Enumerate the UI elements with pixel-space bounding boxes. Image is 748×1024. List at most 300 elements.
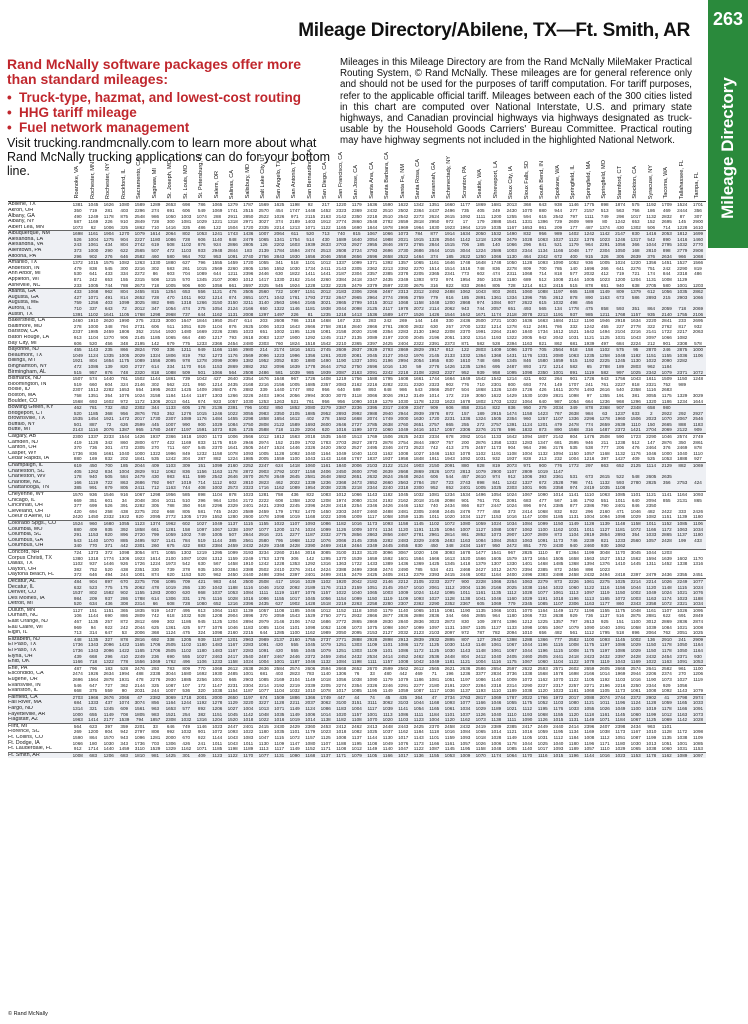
mileage-cell: 2994 <box>396 358 412 364</box>
mileage-cell: 1173 <box>491 445 502 451</box>
mileage-cell: 1030 <box>103 740 114 746</box>
mileage-cell: 751 <box>647 265 656 271</box>
mileage-cell: 2256 <box>196 677 207 682</box>
mileage-cell: 1094 <box>442 527 458 533</box>
mileage-cell: 2782 <box>382 219 393 225</box>
mileage-cell: 1747 <box>289 207 300 213</box>
mileage-cell: 1001 <box>677 740 688 746</box>
mileage-cell: 142 <box>148 341 164 347</box>
mileage-cell: 1038 <box>520 584 536 590</box>
mileage-cell: 615 <box>538 213 547 219</box>
mileage-cell: 307 <box>694 213 702 219</box>
mileage-cell: 1775 <box>584 202 595 208</box>
column-header-label: San Jose, CA <box>353 164 359 199</box>
mileage-cell: 1193 <box>473 688 489 694</box>
mileage-cell: 1921 <box>70 358 86 364</box>
mileage-cell: 1093 <box>551 746 567 752</box>
mileage-cell: 2989 <box>256 636 272 642</box>
mileage-cell: 1143 <box>413 734 424 740</box>
mileage-cell: 2074 <box>597 694 613 700</box>
mileage-cell: 2561 <box>241 538 257 544</box>
mileage-cell: 2371 <box>675 654 691 660</box>
column-header <box>210 147 226 202</box>
mileage-cell: 405 <box>476 207 485 213</box>
mileage-cell: 986 <box>151 213 160 219</box>
mileage-cell: 761 <box>476 497 485 503</box>
mileage-cell: 1904 <box>101 231 117 237</box>
mileage-cell: 1183 <box>690 422 706 428</box>
promo-bullet: • HHG tariff mileage <box>7 105 332 120</box>
mileage-cell: 1326 <box>427 237 443 243</box>
mileage-cell: 1025 <box>367 729 378 735</box>
mileage-cell: 2404 <box>396 341 412 347</box>
mileage-cell: 408 <box>194 485 210 491</box>
mileage-cell: 2378 <box>398 271 409 277</box>
mileage-cell: 1125 <box>212 619 223 625</box>
mileage-cell: 2928 <box>365 636 381 642</box>
mileage-cell: 2513 <box>318 248 334 254</box>
mileage-cell: 1396 <box>520 295 536 301</box>
mileage-cell: 528 <box>489 341 505 347</box>
promo-title: Rand McNally software packages offer more than standard mileages: <box>7 56 302 87</box>
column-header <box>489 147 505 202</box>
mileage-cell: 2098 <box>444 497 455 503</box>
column-header-label: Sioux Falls, SD <box>523 160 530 199</box>
mileage-cell: 1625 <box>274 202 285 208</box>
mileage-cell: 877 <box>569 503 578 509</box>
mileage-cell: 1133 <box>491 434 502 440</box>
mileage-cell: 2893 <box>334 411 350 417</box>
mileage-cell: 1024 <box>489 520 505 526</box>
mileage-cell: 964 <box>582 242 598 248</box>
mileage-cell: 2805 <box>243 265 254 271</box>
mileage-cell: 1011 <box>615 497 626 503</box>
mileage-cell: 1122 <box>582 584 598 590</box>
mileage-cell: 1136 <box>411 752 427 758</box>
mileage-cell: 274 <box>151 207 160 213</box>
mileage-cell: 968 <box>613 398 629 404</box>
mileage-cell: 1180 <box>615 740 626 746</box>
mileage-cell: 1068 <box>396 300 412 306</box>
mileage-cell: 886 <box>120 613 129 619</box>
mileage-cell: 2263 <box>349 601 365 607</box>
mileage-cell: 1556 <box>132 659 148 665</box>
mileage-cell: 1960 <box>613 416 629 422</box>
column-header <box>644 147 660 202</box>
mileage-cell: 718 <box>272 427 288 433</box>
mileage-cell: 2368 <box>334 480 350 486</box>
row-city: Bloomington, IN <box>8 381 47 387</box>
mileage-cell: 1012 <box>349 746 365 752</box>
mileage-cell: 1029 <box>210 422 226 428</box>
mileage-cell: 1063 <box>520 578 536 584</box>
mileage-cell: 1661 <box>103 450 114 456</box>
column-header <box>566 147 582 202</box>
column-header <box>334 147 350 202</box>
mileage-cell: 2196 <box>599 682 610 688</box>
mileage-cell: 1060 <box>380 427 396 433</box>
mileage-cell: 2775 <box>334 532 350 538</box>
mileage-cell: 1233 <box>613 538 629 544</box>
mileage-cell: 1149 <box>582 717 598 723</box>
mileage-cell: 1034 <box>690 601 706 607</box>
mileage-cell: 1594 <box>287 248 303 254</box>
mileage-cell: 1964 <box>287 300 303 306</box>
mileage-cell: 1040 <box>351 450 362 456</box>
mileage-cell: 1943 <box>442 456 458 462</box>
mileage-cell: 713 <box>70 630 86 636</box>
mileage-cell: 1077 <box>256 688 272 694</box>
mileage-cell: 1370 <box>336 555 347 561</box>
mileage-cell: 2283 <box>427 369 443 375</box>
mileage-cell: 376 <box>644 254 660 260</box>
mileage-cell: 1922 <box>117 514 133 520</box>
mileage-cell: 487 <box>582 225 598 231</box>
mileage-cell: 878 <box>228 492 237 497</box>
mileage-cell: 1336 <box>566 416 582 422</box>
mileage-cell: 2166 <box>584 671 595 677</box>
mileage-cell: 713 <box>318 231 334 237</box>
mileage-cell: 633 <box>628 411 644 417</box>
mileage-cell: 316 <box>427 283 443 289</box>
mileage-cell: 2146 <box>134 381 145 387</box>
mileage-cell: 420 <box>272 642 288 648</box>
mileage-cell: 1812 <box>675 231 691 237</box>
mileage-cell: 2752 <box>334 364 350 370</box>
mileage-cell: 1150 <box>551 520 567 526</box>
mileage-cell: 1162 <box>537 677 548 682</box>
mileage-cell: 1128 <box>582 520 598 526</box>
mileage-cell: 1015 <box>551 752 567 758</box>
column-header-label: Springfield, MA <box>585 160 592 199</box>
mileage-cell: 577 <box>179 706 195 712</box>
mileage-cell: 1623 <box>442 398 458 404</box>
mileage-cell: 1007 <box>256 231 272 237</box>
mileage-cell: 1364 <box>568 549 579 555</box>
mileage-cell: 1076 <box>303 590 319 596</box>
mileage-cell: 2840 <box>398 619 409 625</box>
row-city: Ft. Lauderdale, FL <box>8 746 70 752</box>
mileage-cell: 2001 <box>194 694 210 700</box>
mileage-cell: 3110 <box>132 746 148 752</box>
mileage-cell: 1175 <box>582 648 598 654</box>
mileage-cell: 1154 <box>225 688 241 694</box>
mileage-cell: 1114 <box>644 462 660 468</box>
mileage-cell: 1521 <box>568 329 579 335</box>
row-city: Bismarck, ND <box>8 375 41 382</box>
mileage-cell: 495 <box>182 607 191 613</box>
mileage-cell: 1199 <box>644 712 660 718</box>
mileage-cell: 1008 <box>336 734 347 740</box>
mileage-cell: 2050 <box>473 231 489 237</box>
mileage-cell: 511 <box>167 323 175 329</box>
mileage-cell: 710 <box>476 381 485 387</box>
mileage-cell: 2104 <box>615 329 626 335</box>
mileage-cell: 606 <box>182 207 191 213</box>
mileage-cell: 1973 <box>165 561 176 567</box>
mileage-cell: 1059 <box>659 700 675 706</box>
mileage-cell: 1966 <box>86 694 102 700</box>
mileage-cell: 1220 <box>630 260 641 266</box>
mileage-cell: 785 <box>414 566 423 572</box>
mileage-cell: 1019 <box>644 706 660 712</box>
mileage-cell: 1101 <box>289 624 300 630</box>
mileage-cell: 1490 <box>504 231 520 237</box>
mileage-cell: 1126 <box>334 527 350 533</box>
mileage-cell: 555 <box>287 648 303 654</box>
mileage-cell: 2144 <box>568 277 579 283</box>
mileage-cell: 1175 <box>504 659 520 665</box>
mileage-cell: 1335 <box>101 353 117 359</box>
mileage-cell: 744 <box>101 283 117 289</box>
mileage-cell: 1505 <box>489 416 505 422</box>
mileage-cell: 365 <box>120 607 129 613</box>
mileage-cell: 612 <box>523 323 532 329</box>
mileage-cell: 761 <box>120 376 129 382</box>
mileage-cell: 670 <box>182 734 191 740</box>
mileage-cell: 2274 <box>336 682 347 688</box>
mileage-cell: 783 <box>306 671 315 677</box>
mileage-cell: 176 <box>194 596 210 602</box>
mileage-cell: 2490 <box>398 566 409 572</box>
mileage-cell: 269 <box>73 729 82 735</box>
mileage-cell: 2426 <box>382 503 393 509</box>
mileage-cell: 2588 <box>256 427 272 433</box>
row-city: Daytona Beach, FL <box>8 572 70 578</box>
mileage-cell: 655 <box>86 712 102 718</box>
column-header <box>582 147 598 202</box>
mileage-cell: 2652 <box>351 665 362 671</box>
mileage-cell: 1132 <box>318 659 334 665</box>
mileage-cell: 325 <box>151 682 160 688</box>
mileage-cell: 919 <box>151 607 160 613</box>
mileage-cell: 1064 <box>212 607 223 613</box>
mileage-cell: 1079 <box>132 231 148 237</box>
mileage-cell: 2423 <box>582 654 598 660</box>
mileage-cell: 821 <box>535 341 551 347</box>
mileage-cell: 1621 <box>303 347 319 353</box>
mileage-cell: 149 <box>554 381 563 387</box>
mileage-cell: 1023 <box>243 492 254 497</box>
mileage-cell: 337 <box>86 306 102 312</box>
mileage-cell: 2314 <box>132 601 148 607</box>
mileage-cell: 1073 <box>661 677 672 682</box>
column-header-label: South Bend, IN <box>539 160 545 199</box>
mileage-cell: 1024 <box>506 492 517 497</box>
mileage-cell: 2391 <box>225 405 241 411</box>
mileage-cell: 1029 <box>628 514 644 520</box>
mileage-cell: 1972 <box>551 694 567 700</box>
mileage-cell: 1089 <box>287 485 303 491</box>
mileage-cell: 1455 <box>225 416 241 422</box>
mileage-cell: 1915 <box>411 237 427 243</box>
mileage-cell: 1029 <box>520 596 536 602</box>
mileage-cell: 752 <box>662 381 671 387</box>
mileage-cell: 1157 <box>628 312 644 318</box>
mileage-cell: 613 <box>197 607 206 613</box>
mileage-cell: 2455 <box>132 289 148 295</box>
mileage-cell: 2771 <box>336 613 347 619</box>
mileage-cell: 793 <box>228 334 237 340</box>
column-header <box>504 147 520 202</box>
mileage-cell: 1048 <box>427 300 443 306</box>
mileage-cell: 510 <box>182 497 191 503</box>
mileage-cell: 2216 <box>258 381 269 387</box>
mileage-cell: 1189 <box>504 688 520 694</box>
mileage-cell: 1023 <box>274 323 285 329</box>
mileage-cell: 1974 <box>336 497 347 503</box>
mileage-cell: 1332 <box>458 353 474 359</box>
mileage-cell: 1111 <box>365 659 381 665</box>
mileage-cell: 928 <box>197 613 206 619</box>
mileage-cell: 818 <box>554 271 563 277</box>
mileage-cell: 2474 <box>382 566 393 572</box>
mileage-cell: 354 <box>628 532 644 538</box>
mileage-cell: 1073 <box>473 717 489 723</box>
mileage-cell: 1164 <box>690 642 706 648</box>
mileage-cell: 2350 <box>535 369 551 375</box>
column-header-label: Rochester, MN <box>89 161 96 199</box>
mileage-cell: 1049 <box>70 353 86 359</box>
mileage-cell: 2260 <box>320 277 331 283</box>
mileage-cell: 1158 <box>520 411 536 417</box>
mileage-cell: 3069 <box>163 694 179 700</box>
mileage-cell: 1192 <box>599 677 610 682</box>
mileage-cell: 1085 <box>692 740 704 746</box>
mileage-cell: 958 <box>489 369 505 375</box>
mileage-cell: 1099 <box>349 596 365 602</box>
mileage-cell: 2321 <box>646 381 657 387</box>
mileage-cell: 191 <box>616 392 625 398</box>
mileage-cell: 1556 <box>148 358 164 364</box>
mileage-cell: 3111 <box>365 700 381 706</box>
mileage-cell: 2159 <box>349 584 365 590</box>
mileage-cell: 2414 <box>380 654 396 660</box>
table-row <box>8 347 706 353</box>
mileage-cell: 832 <box>520 231 536 237</box>
mileage-cell: 2305 <box>134 445 145 451</box>
mileage-cell: 820 <box>117 364 133 370</box>
column-header <box>613 147 629 202</box>
mileage-cell: 2983 <box>256 411 272 417</box>
mileage-cell: 1494 <box>599 329 610 335</box>
mileage-cell: 1266 <box>227 392 238 398</box>
mileage-cell: 232 <box>551 456 567 462</box>
mileage-cell: 1093 <box>227 729 238 735</box>
mileage-cell: 1280 <box>225 514 241 520</box>
mileage-cell: 624 <box>272 462 288 468</box>
mileage-cell: 2214 <box>258 682 269 688</box>
mileage-cell: 2283 <box>398 329 409 335</box>
mileage-cell: 876 <box>194 242 210 248</box>
mileage-cell: 724 <box>73 549 82 555</box>
mileage-cell: 1086 <box>163 237 179 243</box>
mileage-cell: 2829 <box>132 469 148 475</box>
mileage-cell: 2117 <box>380 306 396 312</box>
mileage-cell: 1698 <box>568 671 579 677</box>
mileage-cell: 2282 <box>675 358 691 364</box>
mileage-cell: 1578 <box>553 671 564 677</box>
mileage-cell: 1233 <box>427 398 443 404</box>
mileage-cell: 1108 <box>367 740 378 746</box>
mileage-cell: 2908 <box>690 248 706 254</box>
mileage-cell: 809 <box>523 265 532 271</box>
mileage-cell: 732 <box>101 405 117 411</box>
mileage-cell: 890 <box>582 295 598 301</box>
mileage-cell: 2474 <box>72 671 83 677</box>
mileage-cell: 2275 <box>132 578 148 584</box>
mileage-cell: 2320 <box>132 369 148 375</box>
mileage-cell: 2774 <box>380 295 396 301</box>
mileage-cell: 1614 <box>148 231 164 237</box>
mileage-cell: 1569 <box>258 202 269 208</box>
mileage-cell: 1163 <box>210 469 226 475</box>
mileage-cell: 1010 <box>520 630 536 636</box>
mileage-cell: 1010 <box>303 688 319 694</box>
mileage-cell: 2350 <box>351 213 362 219</box>
mileage-cell: 1057 <box>442 427 458 433</box>
row-city: Aurora, IL <box>8 306 70 312</box>
mileage-cell: 1228 <box>675 225 691 231</box>
mileage-cell: 762 <box>659 630 675 636</box>
mileage-cell: 2737 <box>318 636 334 642</box>
mileage-cell: 702 <box>194 254 210 260</box>
mileage-cell: 1234 <box>444 492 455 497</box>
mileage-cell: 472 <box>163 248 179 254</box>
mileage-cell: 2144 <box>305 277 316 283</box>
mileage-cell: 2653 <box>165 202 176 208</box>
mileage-cell: 2018 <box>413 497 424 503</box>
mileage-cell: 1387 <box>117 427 133 433</box>
mileage-cell: 1073 <box>396 231 412 237</box>
mileage-cell: 1062 <box>520 527 536 533</box>
mileage-cell: 2918 <box>615 318 626 324</box>
mileage-cell: 1402 <box>566 231 582 237</box>
mileage-cell: 1162 <box>210 312 226 318</box>
column-header <box>287 147 303 202</box>
mileage-cell: 2964 <box>365 295 381 301</box>
mileage-cell: 1038 <box>351 677 362 682</box>
mileage-cell: 912 <box>70 746 86 752</box>
mileage-cell: 72 <box>101 422 117 428</box>
mileage-cell: 1124 <box>303 706 319 712</box>
mileage-cell: 1073 <box>70 225 86 231</box>
mileage-cell: 2670 <box>241 474 257 480</box>
mileage-cell: 405 <box>70 469 86 475</box>
mileage-cell: 1963 <box>70 717 86 723</box>
table-row <box>8 445 706 451</box>
mileage-cell: 1030 <box>396 398 412 404</box>
mileage-cell: 2827 <box>351 439 362 445</box>
mileage-cell: 476 <box>228 387 237 393</box>
mileage-cell: 2202 <box>272 242 288 248</box>
mileage-cell: 2854 <box>597 532 613 538</box>
mileage-cell: 1541 <box>506 219 517 225</box>
mileage-cell: 2615 <box>597 474 613 480</box>
mileage-cell: 1068 <box>690 254 706 260</box>
mileage-cell: 929 <box>662 682 671 688</box>
mileage-cell: 2502 <box>258 566 269 572</box>
mileage-cell: 800 <box>507 381 516 387</box>
mileage-cell: 1120 <box>396 527 412 533</box>
mileage-cell: 1107 <box>661 607 672 613</box>
mileage-cell: 1105 <box>522 734 533 740</box>
mileage-cell: 2373 <box>442 341 458 347</box>
mileage-cell: 1544 <box>119 434 130 440</box>
mileage-cell: 1065 <box>165 334 176 340</box>
mileage-cell: 2488 <box>551 572 567 578</box>
mileage-cell: 1014 <box>491 729 502 735</box>
